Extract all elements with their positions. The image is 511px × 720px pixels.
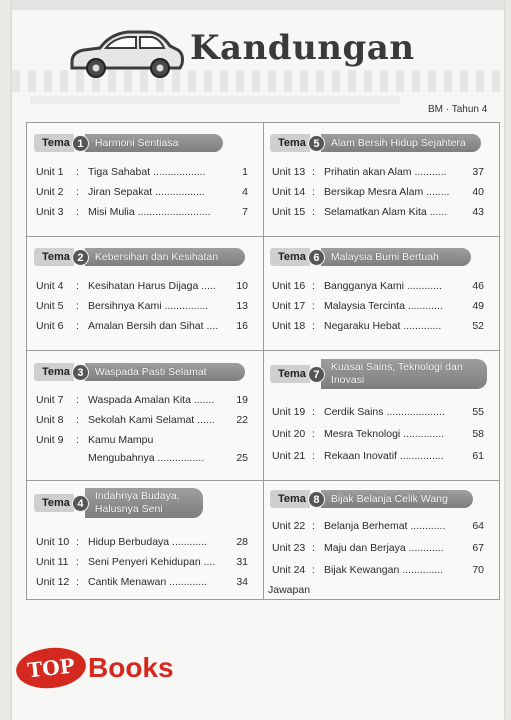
tema-5-header [270,133,481,153]
tema-number-badge: 7 [308,366,325,383]
list-item: Unit 14 : Bersikap Mesra Alam ........ 40 [272,186,484,198]
list-item: Mengubahnya ................ 25 [88,452,248,464]
list-item: Unit 7 : Waspada Amalan Kita ....... 19 [36,394,248,406]
list-item: Unit 6 : Amalan Bersih dan Sihat .... 16 [36,320,248,332]
section-divider [264,350,500,351]
tema-1-header [34,133,223,153]
tema-number-badge: 4 [72,495,89,512]
list-item: Unit 20 : Mesra Teknologi .............. 58 [272,428,484,440]
tema-number-badge: 6 [308,249,325,266]
tema-label: Tema [270,248,310,266]
tema-label: Tema [34,248,74,266]
list-item: Unit 17 : Malaysia Tercinta ............ 49 [272,300,484,312]
tema-number-badge: 1 [72,135,89,152]
list-item: Unit 2 : Jiran Sepakat ................. 4 [36,186,248,198]
topbooks-logo [16,646,206,690]
list-item: Unit 11 : Seni Penyeri Kehidupan .... 31 [36,556,248,568]
tema-number-badge: 3 [72,364,89,381]
list-item: Unit 21 : Rekaan Inovatif ............... 61 [272,450,484,462]
tema-number-badge: 2 [72,249,89,266]
tema-7-header [270,361,487,386]
faded-background-line [30,96,400,104]
tema-name: Kebersihan dan Kesihatan [85,248,245,266]
tema-number-badge: 5 [308,135,325,152]
list-item: Unit 4 : Kesihatan Harus Dijaga ..... 10 [36,280,248,292]
list-item: Unit 23 : Maju dan Berjaya ............ 67 [272,542,484,554]
list-item: Unit 5 : Bersihnya Kami ............... 13 [36,300,248,312]
list-item: Unit 19 : Cerdik Sains .................... 55 [272,406,484,418]
tema-name: Bijak Belanja Celik Wang [321,490,473,508]
list-item: Unit 9 : Kamu Mampu [36,434,154,446]
car-icon [66,24,186,82]
logo-books-text: Books [88,652,174,683]
tema-name: Kuasai Sains, Teknologi dan Inovasi [321,359,487,389]
list-item: Unit 12 : Cantik Menawan ............. 34 [36,576,248,588]
tema-4-header [34,490,203,515]
section-divider [26,480,263,481]
tema-name: Indahnya Budaya, Halusnya Seni [85,488,203,518]
list-item: Unit 3 : Misi Mulia ......................... 7 [36,206,248,218]
page-title: Kandungan [190,28,415,68]
column-divider [263,122,264,600]
list-item: Unit 8 : Sekolah Kami Selamat ...... 22 [36,414,248,426]
list-item: Unit 24 : Bijak Kewangan .............. 70 [272,564,484,576]
tema-6-header [270,247,471,267]
list-item: Unit 15 : Selamatkan Alam Kita ...... 43 [272,206,484,218]
tema-label: Tema [34,134,74,152]
section-divider [264,236,500,237]
section-divider [26,350,263,351]
list-item: Unit 22 : Belanja Berhemat ............ 64 [272,520,484,532]
top-strip [12,0,504,10]
tema-label: Tema [270,134,310,152]
section-divider [26,236,263,237]
list-item: Unit 1 : Tiga Sahabat .................. 1 [36,166,248,178]
tema-2-header [34,247,245,267]
section-divider [264,480,500,481]
list-item: Unit 10 : Hidup Berbudaya ............ 28 [36,536,248,548]
jawapan-label: Jawapan [268,584,311,596]
tema-label: Tema [34,363,74,381]
tema-3-header [34,362,245,382]
subject-label: BM · Tahun 4 [428,104,488,115]
list-item: Unit 13 : Prihatin akan Alam ........... 37 [272,166,484,178]
tema-number-badge: 8 [308,491,325,508]
tema-label: Tema [270,365,310,383]
tema-name: Alam Bersih Hidup Sejahtera [321,134,481,152]
list-item: Unit 16 : Bangganya Kami ............ 46 [272,280,484,292]
logo-top-badge: TOP [14,644,88,691]
tema-name: Waspada Pasti Selamat [85,363,245,381]
list-item: Unit 18 : Negaraku Hebat ............. 52 [272,320,484,332]
tema-8-header [270,489,473,509]
tema-name: Malaysia Bumi Bertuah [321,248,471,266]
tema-label: Tema [270,490,310,508]
tema-name: Harmoni Sentiasa [85,134,223,152]
tema-label: Tema [34,494,74,512]
